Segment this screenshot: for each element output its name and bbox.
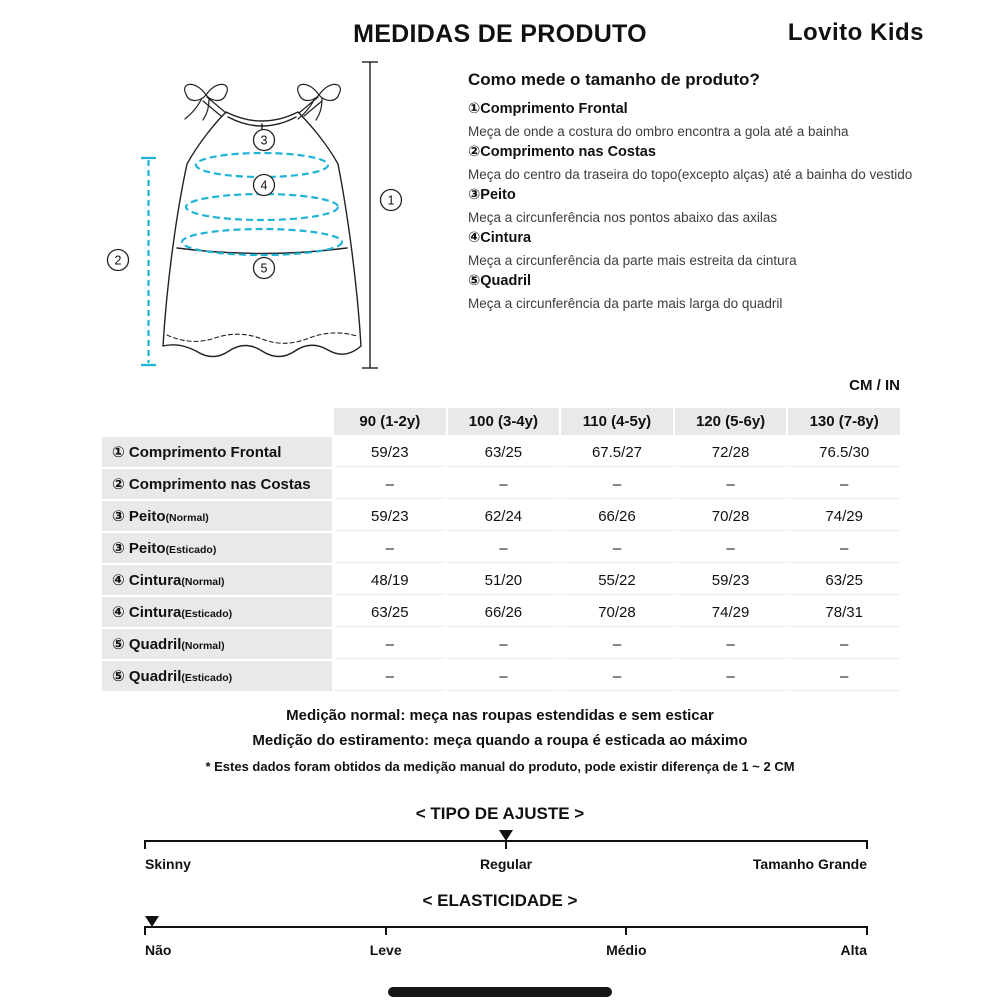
elasticity-scale-title: < ELASTICIDADE > [422,891,578,910]
size-value: – [674,468,788,500]
guide-item [468,271,920,314]
size-value: 66/26 [447,596,561,628]
svg-text:4: 4 [260,178,268,193]
size-value: 72/28 [674,436,788,468]
measure-guide [468,70,920,314]
elasticity-scale-marker-icon [145,916,159,927]
fit-scale-tick [866,840,868,849]
size-value: – [560,660,674,692]
fit-scale-labels [145,856,867,874]
size-value: 59/23 [674,564,788,596]
home-indicator [388,987,612,997]
note-stretch-measure: Medição do estiramento: meça quando a roupa é esticada ao máximo [252,732,748,749]
guide-item [468,185,920,228]
size-value: 76.5/30 [787,436,901,468]
table-row [101,660,901,692]
elasticity-scale-labels [145,942,867,960]
guide-item [468,228,920,271]
size-value: 59/23 [333,500,447,532]
fit-option-regular: Regular [479,856,533,872]
guide-item-desc: Meça do centro da traseira do topo(excepto alças) até a bainha do vestido [468,166,913,182]
size-value: 74/29 [674,596,788,628]
unit-label: CM / IN [849,377,900,394]
guide-item-name: ①Comprimento Frontal [468,101,628,117]
elasticity-scale-tick [625,926,627,935]
measurement-row-label: ⑤ Quadril(Esticado) [101,660,333,692]
guide-item-desc: Meça a circunferência da parte mais estreita da cintura [468,252,797,268]
size-value: 67.5/27 [560,436,674,468]
size-column-header: 130 (7-8y) [787,407,901,436]
fit-scale-marker-icon [499,830,513,841]
measurement-row-label: ③ Peito(Esticado) [101,532,333,564]
table-row [101,468,901,500]
fit-scale [145,830,867,852]
size-value: – [447,468,561,500]
table-row [101,628,901,660]
dress-measurement-illustration [95,50,415,390]
size-value: 51/20 [447,564,561,596]
brand-logo: Lovito Kids [787,19,924,46]
elasticity-scale-track [145,926,867,928]
size-value: 63/25 [333,596,447,628]
size-value: 74/29 [787,500,901,532]
fit-option-skinny: Skinny [145,856,191,872]
elasticity-option-nao: Não [145,942,172,958]
elasticity-option-alta: Alta [840,942,867,958]
elasticity-scale-tick [144,926,146,935]
svg-text:1: 1 [387,193,395,208]
guide-item-desc: Meça a circunferência nos pontos abaixo das axilas [468,209,778,225]
guide-heading: Como mede o tamanho de produto? [468,70,760,89]
page-title: MEDIDAS DE PRODUTO [353,20,647,48]
measurement-row-label: ⑤ Quadril(Normal) [101,628,333,660]
size-column-header: 100 (3-4y) [447,407,561,436]
elasticity-scale [145,916,867,938]
size-value: – [560,628,674,660]
size-value: 55/22 [560,564,674,596]
size-value: – [560,468,674,500]
size-value: 63/25 [787,564,901,596]
guide-item-name: ⑤Quadril [468,273,532,289]
size-value: 62/24 [447,500,561,532]
size-value: – [674,628,788,660]
table-header-row [101,407,901,436]
badge-hip [254,258,275,279]
table-row [101,564,901,596]
badge-front-length [381,190,402,211]
measurement-row-label: ④ Cintura(Esticado) [101,596,333,628]
measurement-row-label: ④ Cintura(Normal) [101,564,333,596]
size-value: – [333,532,447,564]
front-length-measure-line [362,62,378,368]
fit-scale-tick [505,840,507,849]
fit-scale-tick [144,840,146,849]
fit-scale-title: < TIPO DE AJUSTE > [415,804,585,823]
size-value: – [333,468,447,500]
size-column-header: 110 (4-5y) [560,407,674,436]
guide-item-desc: Meça de onde a costura do ombro encontra a gola até a bainha [468,123,849,139]
size-value: – [674,660,788,692]
size-value: – [333,628,447,660]
size-value: 70/28 [560,596,674,628]
measurement-row-label: ② Comprimento nas Costas [101,468,333,500]
size-value: – [447,660,561,692]
guide-item [468,99,920,142]
size-value: – [333,660,447,692]
elasticity-option-leve: Leve [369,942,402,958]
guide-item-name: ②Comprimento nas Costas [468,144,656,160]
size-value: 70/28 [674,500,788,532]
table-corner-cell [101,407,333,436]
size-value: – [674,532,788,564]
table-row [101,532,901,564]
table-row [101,500,901,532]
table-row [101,596,901,628]
badge-chest [254,130,275,151]
badge-back-length [108,250,129,271]
size-value: – [447,532,561,564]
guide-item [468,142,920,185]
size-column-header: 120 (5-6y) [674,407,788,436]
table-row [101,436,901,468]
measurement-row-label: ① Comprimento Frontal [101,436,333,468]
guide-item-desc: Meça a circunferência da parte mais larga do quadril [468,295,783,311]
size-value: – [787,468,901,500]
guide-item-name: ③Peito [468,187,516,203]
badge-waist [254,175,275,196]
size-value: – [787,660,901,692]
size-value: 48/19 [333,564,447,596]
size-value: – [560,532,674,564]
fit-option-tamanho-grande: Tamanho Grande [752,856,867,872]
size-table [100,406,902,693]
size-value: 78/31 [787,596,901,628]
elasticity-option-medio: Médio [606,942,647,958]
size-value: – [787,628,901,660]
size-value: – [787,532,901,564]
elasticity-scale-tick [866,926,868,935]
size-value: 63/25 [447,436,561,468]
svg-text:3: 3 [260,133,268,148]
note-normal-measure: Medição normal: meça nas roupas estendidas e sem esticar [286,707,714,724]
size-value: 66/26 [560,500,674,532]
guide-item-name: ④Cintura [468,230,532,246]
size-column-header: 90 (1-2y) [333,407,447,436]
measurement-row-label: ③ Peito(Normal) [101,500,333,532]
note-disclaimer: * Estes dados foram obtidos da medição manual do produto, pode existir diferença de 1 ~ 2 CM [205,759,795,774]
size-value: – [447,628,561,660]
elasticity-scale-tick [385,926,387,935]
svg-text:5: 5 [260,261,268,276]
size-value: 59/23 [333,436,447,468]
svg-text:2: 2 [114,253,122,268]
